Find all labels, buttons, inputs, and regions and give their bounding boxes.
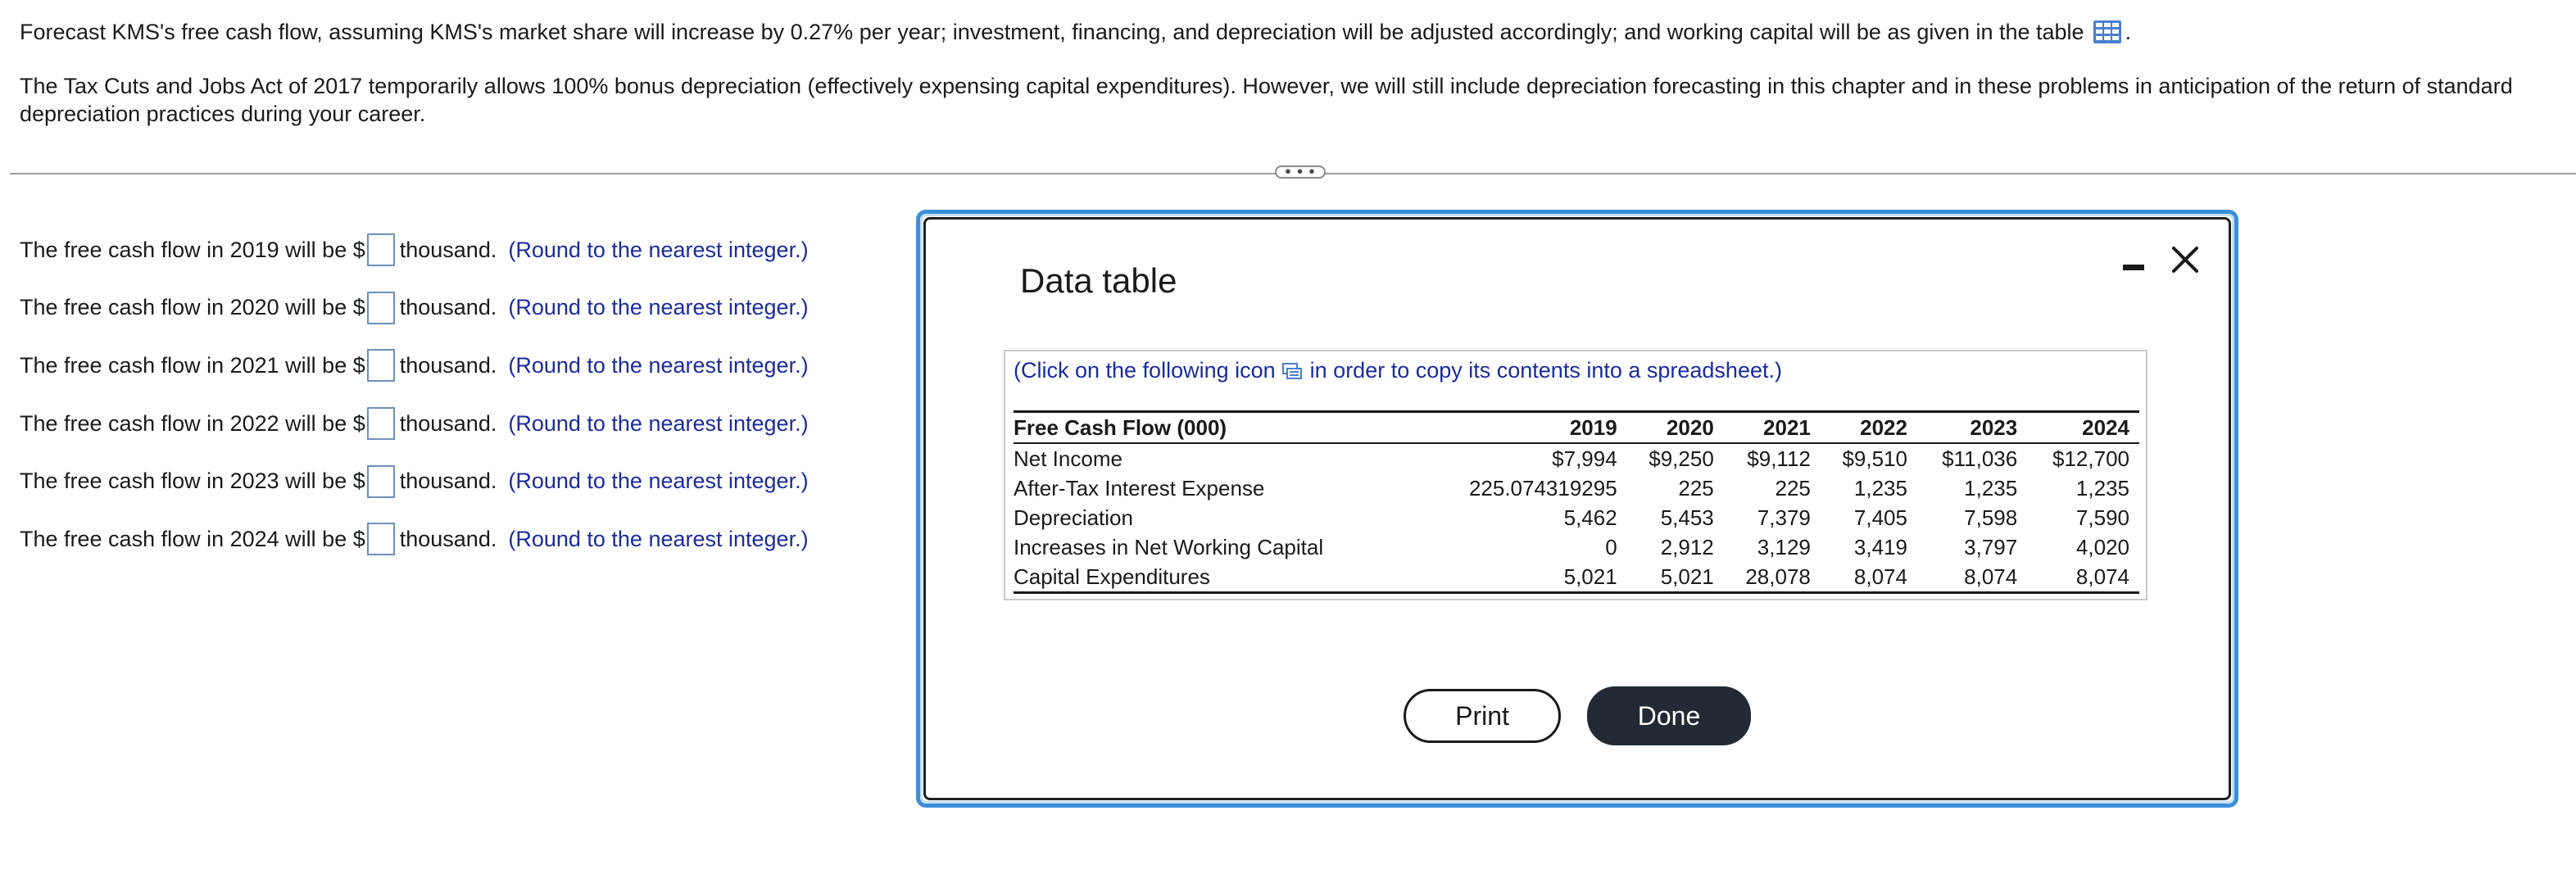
row-label: Capital Expenditures [1014,562,1423,593]
answer-suffix: thousand. [399,237,497,262]
table-row [1014,443,2139,473]
table-cell: 5,021 [1423,562,1627,593]
row-label: After-Tax Interest Expense [1014,476,1265,500]
table-cell: 7,379 [1757,505,1811,530]
copy-instruction [1014,358,1782,383]
table-cell: 3,419 [1853,535,1907,559]
answer-prefix: The free cash flow in 2023 will be $ [20,469,365,494]
table-cell: 225 [1678,476,1714,500]
table-cell: 3,797 [1964,535,2018,559]
table-cell: $9,510 [1842,446,1907,471]
table-cell: 1,235 [1964,476,2018,500]
table-cell: 0 [1605,535,1617,559]
answer-suffix: thousand. [399,295,497,320]
table-cell: 2,912 [1660,535,1714,559]
round-hint: (Round to the nearest integer.) [508,410,809,436]
row-label: Net Income [1014,446,1122,471]
question-period: . [2125,20,2132,44]
table-cell: 28,078 [1724,562,1821,593]
question-line-1 [20,18,2131,46]
copy-icon[interactable] [1282,360,1302,378]
table-cell: $7,994 [1552,446,1617,471]
table-cell: 5,453 [1660,505,1714,530]
table-header: 2020 [1627,412,1724,444]
close-icon[interactable] [2169,243,2202,276]
table-cell: 1,235 [2075,476,2129,500]
table-header: 2022 [1821,412,1917,444]
data-table-dialog [916,210,2238,808]
answer-input-2019[interactable] [367,233,395,266]
table-cell: 4,020 [2075,535,2129,559]
table-header: Free Cash Flow (000) [1014,412,1423,444]
round-hint: (Round to the nearest integer.) [508,295,809,320]
table-header: 2019 [1423,412,1627,444]
answer-suffix: thousand. [399,410,497,436]
table-cell: 8,074 [1917,562,2027,593]
table-cell: $9,250 [1649,446,1714,471]
round-hint: (Round to the nearest integer.) [508,469,809,494]
table-row [1014,562,2139,593]
round-hint: (Round to the nearest integer.) [508,526,809,551]
copy-note-after: in order to copy its contents into a spreadsheet.) [1309,358,1782,383]
answer-suffix: thousand. [399,352,497,378]
table-row [1014,473,2139,503]
answer-suffix: thousand. [399,526,497,551]
answer-prefix: The free cash flow in 2019 will be $ [20,237,365,262]
question-text: Forecast KMS's free cash flow, assuming KMS's market share will increase by 0.27% per year; investment, financing, and depreciation will be adjusted accordingly; and working capital will be as given in the table [20,20,2084,44]
answer-input-2024[interactable] [367,523,395,555]
answer-prefix: The free cash flow in 2021 will be $ [20,352,365,378]
answer-prefix: The free cash flow in 2024 will be $ [20,526,365,551]
answer-row-2019 [20,221,809,279]
table-row [1014,532,2139,562]
free-cash-flow-table [1014,410,2139,594]
table-cell: 8,074 [2027,562,2139,593]
table-cell: 7,598 [1964,505,2018,530]
table-cell: 1,235 [1853,476,1907,500]
answer-row-2021 [20,337,809,395]
answer-row-2023 [20,452,809,510]
answer-prefix: The free cash flow in 2020 will be $ [20,295,365,320]
answer-prefix: The free cash flow in 2022 will be $ [20,410,365,436]
row-label: Depreciation [1014,505,1133,530]
table-cell: 225 [1775,476,1811,500]
round-hint: (Round to the nearest integer.) [508,237,809,262]
table-header: 2023 [1917,412,2027,444]
answer-input-2022[interactable] [367,407,395,440]
answer-input-2020[interactable] [367,292,395,324]
round-hint: (Round to the nearest integer.) [508,352,809,378]
table-cell: 8,074 [1821,562,1917,593]
table-cell: 7,405 [1853,505,1907,530]
expand-handle[interactable]: • • • [1275,165,1326,179]
answer-input-2023[interactable] [367,465,395,498]
answer-suffix: thousand. [399,469,497,494]
answer-input-2021[interactable] [367,349,395,382]
table-header-row [1014,412,2139,444]
table-cell: 225.074319295 [1468,476,1617,500]
table-cell: $12,700 [2052,446,2129,471]
table-grid-icon[interactable] [2093,20,2122,44]
dialog-title: Data table [1020,261,1177,300]
row-label: Increases in Net Working Capital [1014,535,1324,559]
print-button[interactable]: Print [1404,689,1561,743]
table-header: 2024 [2027,412,2139,444]
table-cell: $9,112 [1747,446,1811,471]
table-row [1014,503,2139,532]
answer-list [20,221,809,568]
answer-row-2020 [20,279,809,337]
table-cell: $11,036 [1942,446,2018,471]
table-cell: 5,462 [1563,505,1617,530]
done-button[interactable]: Done [1587,686,1751,745]
table-cell: 5,021 [1627,562,1724,593]
answer-row-2022 [20,395,809,453]
table-header: 2021 [1724,412,1821,444]
table-cell: 7,590 [2075,505,2129,530]
data-table-container [1004,350,2147,600]
minimize-icon[interactable] [2121,255,2146,279]
answer-row-2024 [20,510,809,568]
question-line-2: The Tax Cuts and Jobs Act of 2017 temporarily allows 100% bonus depreciation (effectively expensing capital expenditures). However, we will still include depreciation forecasting in this chapter and in these problems in anticipation of the return of standard depreciation practices during your career. [20,74,2513,126]
table-cell: 3,129 [1757,535,1811,559]
copy-note-before: (Click on the following icon [1014,358,1276,383]
